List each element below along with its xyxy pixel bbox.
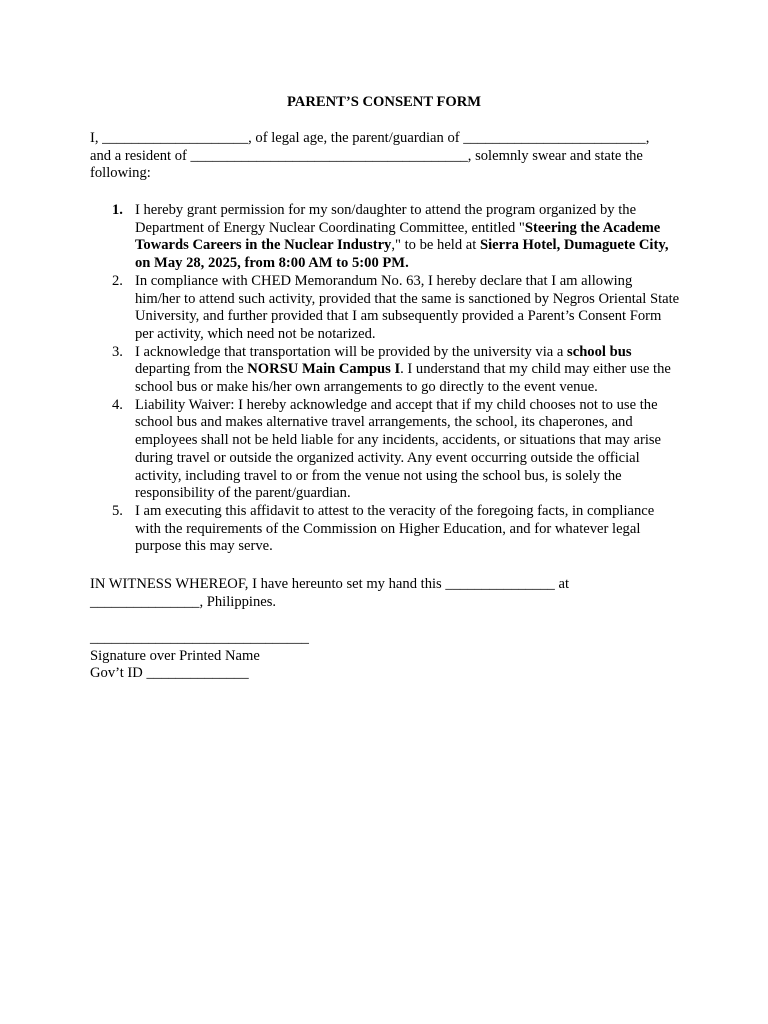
item-text: . I understand that my child may either use the school bus or make his/her own arrangements to go directly to the event venue. <box>135 361 671 396</box>
intro-text: I, <box>90 130 103 146</box>
intro-text: , of legal age, the parent/guardian of <box>248 130 464 146</box>
item-text: departing from the <box>135 361 248 378</box>
event-venue-date: Sierra Hotel, Dumaguete City, on May 28, 2025, from 8:00 AM to 5:00 PM. <box>135 237 669 272</box>
list-item <box>90 397 680 503</box>
witness-text: , Philippines. <box>199 593 277 610</box>
item-text: I hereby grant permission for my son/daughter to attend the program organized by the Department of Energy Nuclear Coordinating Committee, entitled " <box>135 202 637 236</box>
program-title: Steering the Academe Towards Careers in the Nuclear Industry <box>135 219 661 254</box>
list-item <box>90 202 680 273</box>
signature-block <box>90 630 680 683</box>
transport-mode: school bus <box>567 343 632 360</box>
date-blank: _______________ <box>445 576 555 592</box>
list-item <box>90 344 680 397</box>
item-number: 5. <box>112 502 123 519</box>
witness-paragraph <box>90 576 680 611</box>
gov-id-label: Gov’t ID <box>90 665 147 682</box>
intro-text: following: <box>90 165 151 182</box>
page-title: PARENT’S CONSENT FORM <box>286 94 482 110</box>
witness-text: IN WITNESS WHEREOF, I have hereunto set my hand this <box>90 576 446 592</box>
item-number: 1. <box>112 202 123 218</box>
witness-text: at <box>554 576 570 592</box>
signature-label: Signature over Printed Name <box>90 647 260 664</box>
item-text: In compliance with CHED Memorandum No. 63, I hereby declare that I am allowing him/her to attend such activity, provided that the same is sanctioned by Negros Oriental State University, and further provided that I am subsequently provided a Parent’s Consent Form per activity, which need not be notarized. <box>135 272 680 342</box>
child-name-blank: _________________________ <box>463 130 646 146</box>
intro-text: , <box>645 130 650 146</box>
departure-point: NORSU Main Campus I <box>247 361 401 378</box>
gov-id-row <box>90 665 680 683</box>
item-text: ," to be held at <box>391 237 480 254</box>
statement-list <box>90 202 680 556</box>
item-text: Liability Waiver: I hereby acknowledge and accept that if my child chooses not to use the school bus and makes alternative travel arrangements, the school, its chaperones, and employees shall not be held liable for any incidents, accidents, or situations that may arise during travel or outside the organized activity. Any event occurring outside the official activity, including travel to or from the venue not using the school bus, is solely the responsibility of the parent/guardian. <box>135 396 662 502</box>
name-blank: ____________________ <box>102 130 249 146</box>
item-number: 2. <box>112 272 123 289</box>
intro-text: and a resident of <box>90 147 191 164</box>
item-number: 3. <box>112 343 123 360</box>
item-number: 4. <box>112 396 123 413</box>
intro-text: , solemnly swear and state the <box>467 147 643 164</box>
intro-paragraph <box>90 130 680 183</box>
gov-id-blank: ______________ <box>146 665 249 682</box>
signature-line: ______________________________ <box>90 630 309 646</box>
item-text: I am executing this affidavit to attest to the veracity of the foregoing facts, in compliance with the requirements of the Commission on Higher Education, and for whatever legal purpose this may serve. <box>135 502 655 555</box>
list-item <box>90 273 680 344</box>
address-blank: ______________________________________ <box>190 147 468 164</box>
list-item <box>90 503 680 556</box>
place-blank: _______________ <box>90 593 200 610</box>
item-text: I acknowledge that transportation will be provided by the university via a <box>135 343 568 360</box>
